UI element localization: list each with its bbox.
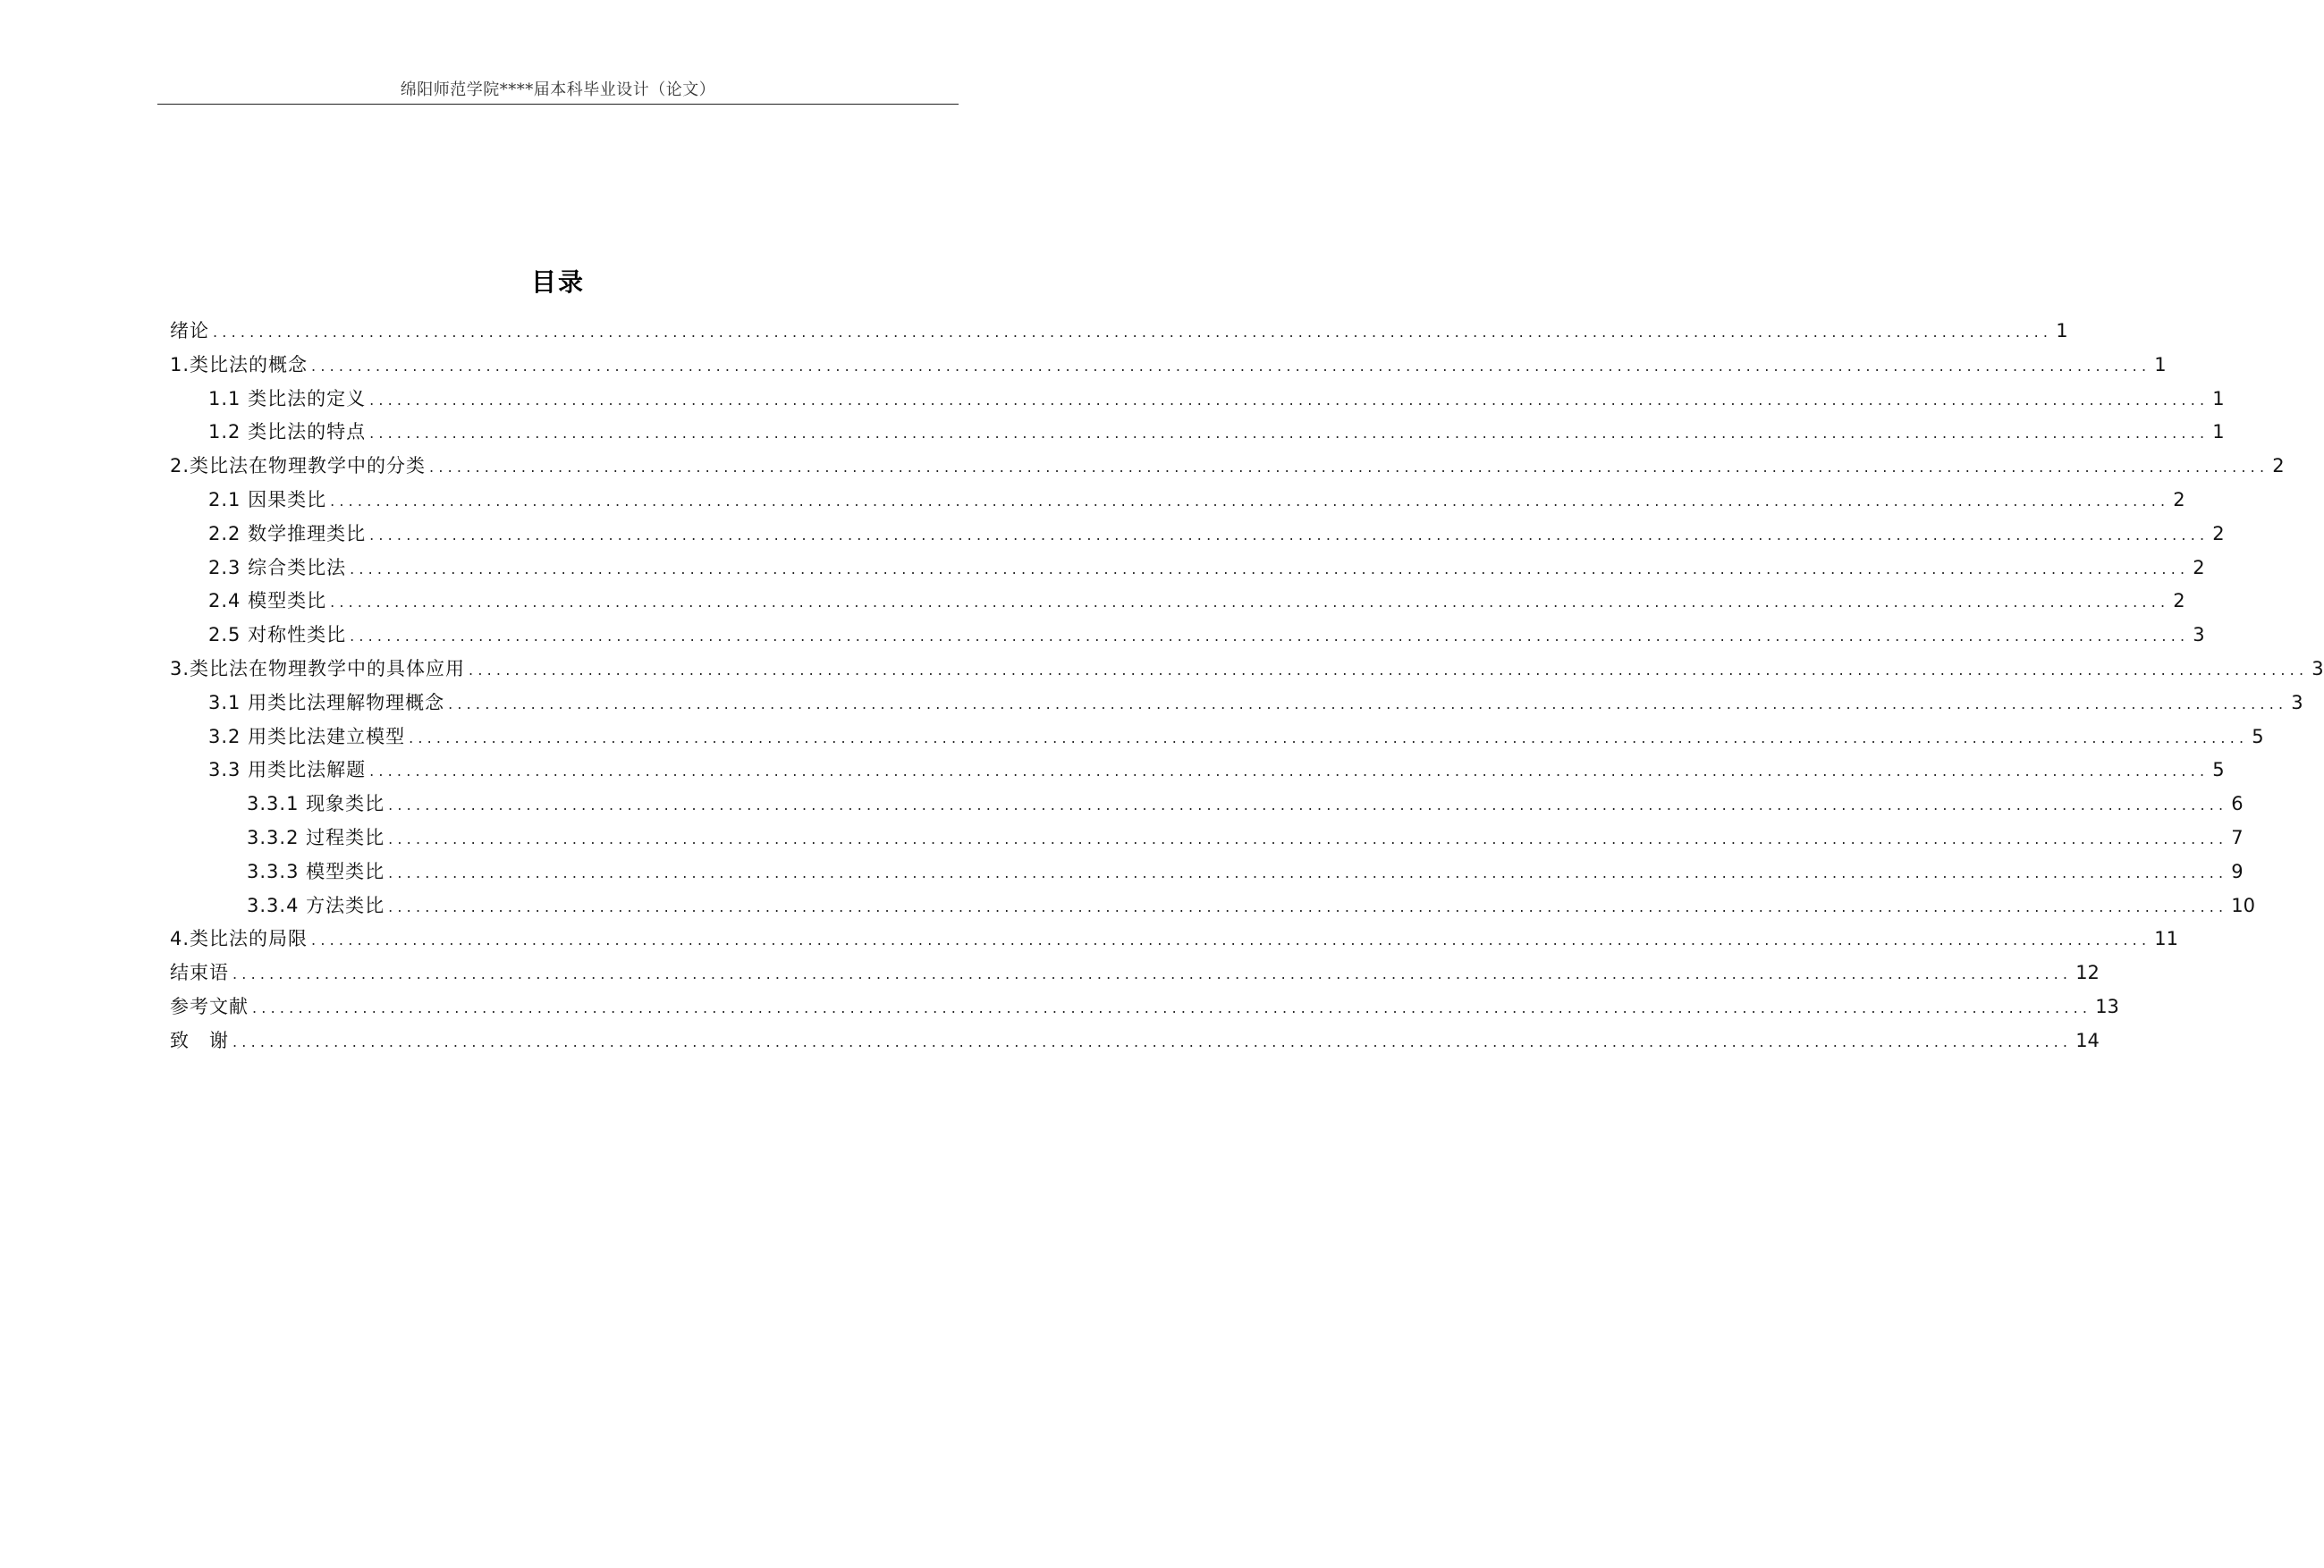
toc-entry-page-number: 3: [2193, 624, 2205, 646]
toc-entry[interactable]: [170, 856, 2244, 889]
toc-entry-page-number: 2: [2193, 556, 2205, 578]
toc-entry-page-number: 7: [2231, 826, 2244, 848]
toc-entry-page-number: 14: [2075, 1029, 2100, 1051]
toc-leader-dots: ........................................................................................................................................................................................................: [369, 526, 2210, 544]
header-rule: [157, 104, 959, 105]
toc-leader-dots: ........................................................................................................................................................................................................: [388, 864, 2228, 881]
toc-entry-label: 4.类比法的局限: [170, 928, 308, 950]
toc-entry-label: 3.类比法在物理教学中的具体应用: [170, 657, 466, 679]
toc-entry-label: 3.3.4 方法类比: [247, 894, 385, 916]
toc-leader-dots: ........................................................................................................................................................................................................: [232, 965, 2073, 983]
toc-entry-label: 参考文献: [170, 995, 249, 1017]
toc-leader-dots: ........................................................................................................................................................................................................: [409, 729, 2249, 746]
toc-entry-label: 3.3.1 现象类比: [247, 793, 385, 815]
toc-entry[interactable]: [170, 687, 2303, 721]
toc-entry-label: 3.2 用类比法建立模型: [208, 725, 406, 747]
toc-entry-label: 2.3 综合类比法: [208, 556, 347, 578]
toc-entry-page-number: 6: [2231, 793, 2244, 815]
toc-entry-label: 3.1 用类比法理解物理概念: [208, 691, 445, 713]
toc-entry[interactable]: [170, 518, 2225, 552]
toc-leader-dots: ........................................................................................................................................................................................................: [369, 391, 2210, 409]
toc-entry[interactable]: [170, 754, 2225, 788]
toc-entry-page-number: 2: [2173, 590, 2185, 612]
toc-entry[interactable]: [170, 383, 2225, 417]
toc-entry-label: 结束语: [170, 962, 229, 984]
toc-leader-dots: ........................................................................................................................................................................................................: [330, 492, 2170, 510]
toc-entry[interactable]: [170, 822, 2244, 856]
table-of-contents: [170, 315, 2324, 1058]
toc-entry-label: 2.2 数学推理类比: [208, 522, 367, 544]
toc-entry-page-number: 1: [2154, 353, 2167, 375]
running-header: 绵阳师范学院****届本科毕业设计（论文）: [400, 80, 716, 99]
toc-entry-page-number: 1: [2056, 320, 2068, 341]
toc-entry[interactable]: [170, 416, 2225, 450]
toc-leader-dots: ........................................................................................................................................................................................................: [311, 932, 2151, 949]
toc-entry-page-number: 11: [2154, 928, 2178, 950]
toc-entry-page-number: 13: [2095, 995, 2119, 1017]
toc-leader-dots: ........................................................................................................................................................................................................: [232, 1033, 2073, 1050]
toc-entry[interactable]: [170, 889, 2256, 923]
toc-entry-label: 绪论: [170, 320, 209, 341]
toc-entry-page-number: 2: [2212, 522, 2225, 544]
toc-entry-page-number: 3: [2291, 691, 2303, 713]
toc-entry-page-number: 3: [2311, 657, 2324, 679]
toc-entry-page-number: 1: [2212, 387, 2225, 409]
toc-entry-label: 1.类比法的概念: [170, 353, 308, 375]
toc-entry-page-number: 2: [2272, 455, 2285, 477]
toc-entry[interactable]: [170, 957, 2100, 991]
toc-entry-page-number: 5: [2252, 725, 2264, 747]
toc-entry-label: 3.3 用类比法解题: [208, 759, 367, 781]
toc-entry-page-number: 12: [2075, 962, 2100, 984]
toc-entry[interactable]: [170, 349, 2167, 383]
toc-entry-label: 致 谢: [170, 1029, 229, 1051]
toc-leader-dots: ........................................................................................................................................................................................................: [369, 763, 2210, 780]
toc-entry[interactable]: [170, 653, 2324, 687]
toc-entry[interactable]: [170, 450, 2285, 484]
toc-entry-page-number: 1: [2212, 421, 2225, 443]
toc-entry[interactable]: [170, 1024, 2100, 1058]
toc-leader-dots: ........................................................................................................................................................................................................: [388, 898, 2228, 915]
toc-entry[interactable]: [170, 552, 2205, 586]
toc-entry-label: 1.1 类比法的定义: [208, 387, 367, 409]
toc-leader-dots: ........................................................................................................................................................................................................: [350, 628, 2190, 645]
toc-entry-page-number: 2: [2173, 488, 2185, 510]
toc-entry[interactable]: [170, 315, 2068, 349]
toc-entry-label: 3.3.3 模型类比: [247, 860, 385, 882]
toc-entry-label: 3.3.2 过程类比: [247, 826, 385, 848]
toc-entry[interactable]: [170, 585, 2185, 619]
toc-title: 目录: [530, 267, 585, 297]
toc-entry-page-number: 9: [2231, 860, 2244, 882]
toc-entry-label: 2.类比法在物理教学中的分类: [170, 455, 427, 477]
toc-leader-dots: ........................................................................................................................................................................................................: [213, 324, 2053, 341]
toc-leader-dots: ........................................................................................................................................................................................................: [350, 560, 2190, 577]
toc-entry[interactable]: [170, 484, 2185, 518]
toc-leader-dots: ........................................................................................................................................................................................................: [469, 661, 2309, 679]
toc-entry[interactable]: [170, 923, 2178, 957]
toc-entry-page-number: 10: [2231, 894, 2256, 916]
toc-entry-label: 2.4 模型类比: [208, 590, 327, 612]
toc-leader-dots: ........................................................................................................................................................................................................: [311, 357, 2151, 375]
toc-leader-dots: ........................................................................................................................................................................................................: [388, 797, 2228, 814]
toc-leader-dots: ........................................................................................................................................................................................................: [330, 594, 2170, 611]
toc-leader-dots: ........................................................................................................................................................................................................: [369, 425, 2210, 443]
toc-leader-dots: ........................................................................................................................................................................................................: [252, 999, 2092, 1016]
toc-leader-dots: ........................................................................................................................................................................................................: [448, 695, 2288, 712]
toc-entry[interactable]: [170, 721, 2264, 754]
toc-leader-dots: ........................................................................................................................................................................................................: [429, 459, 2269, 476]
toc-entry-label: 2.5 对称性类比: [208, 624, 347, 646]
toc-entry[interactable]: [170, 788, 2244, 822]
toc-leader-dots: ........................................................................................................................................................................................................: [388, 830, 2228, 847]
toc-entry-label: 1.2 类比法的特点: [208, 421, 367, 443]
toc-entry-page-number: 5: [2212, 759, 2225, 781]
toc-entry[interactable]: [170, 991, 2119, 1024]
toc-entry-label: 2.1 因果类比: [208, 488, 327, 510]
toc-entry[interactable]: [170, 619, 2205, 653]
